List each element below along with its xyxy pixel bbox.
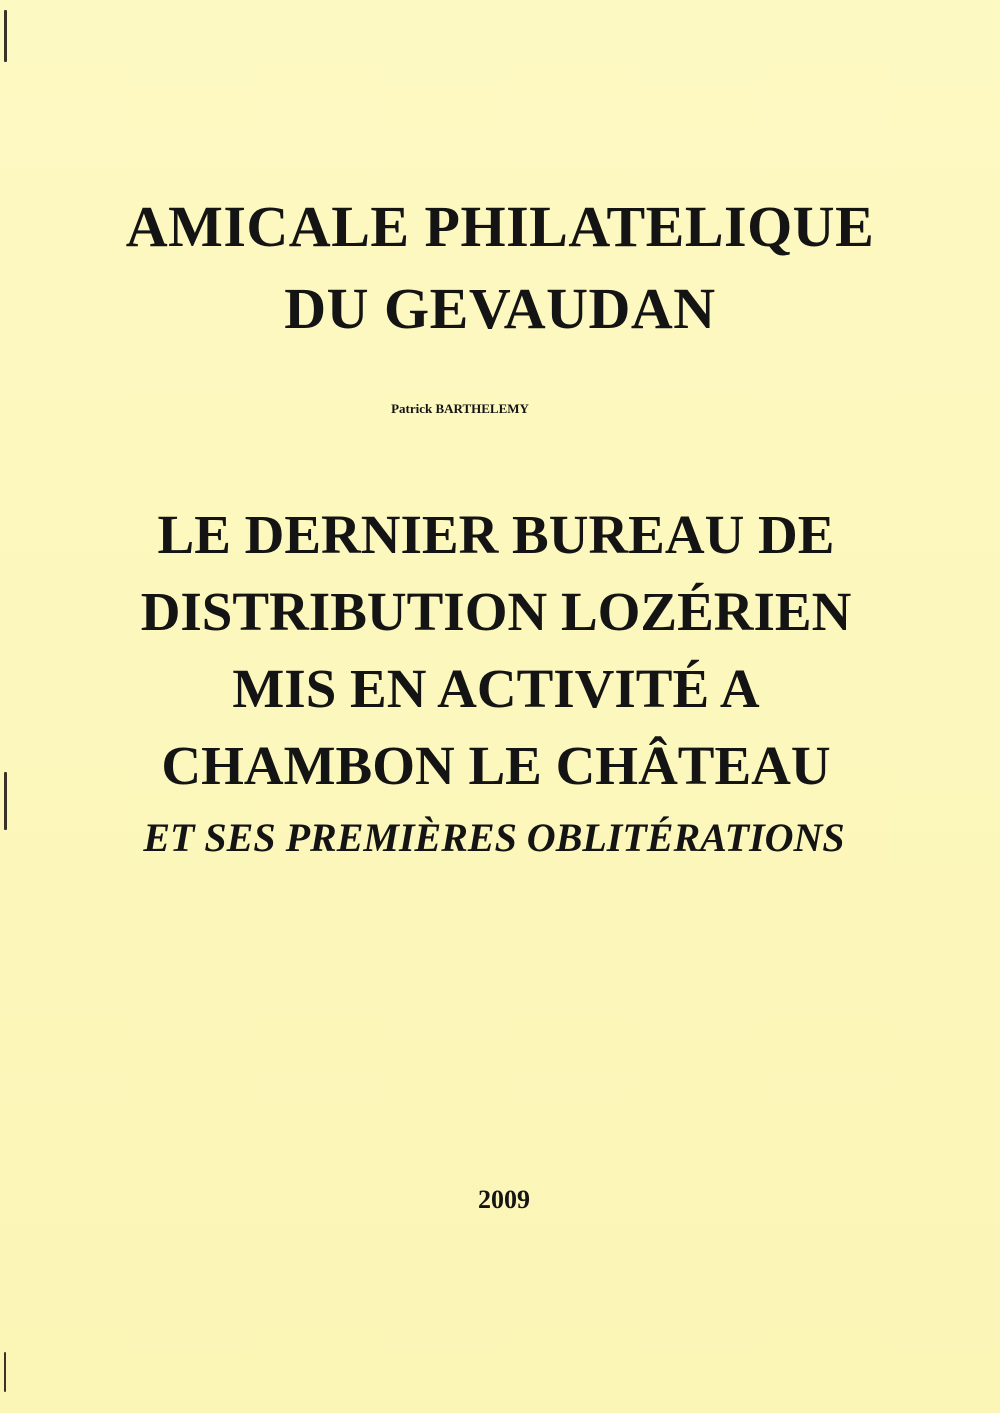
organization-title bbox=[0, 186, 1000, 350]
document-subtitle: ET SES PREMIÈRES OBLITÉRATIONS bbox=[143, 815, 845, 860]
binding-mark bbox=[4, 10, 7, 62]
binding-mark bbox=[4, 1352, 6, 1392]
document-title-line: MIS EN ACTIVITÉ A bbox=[232, 658, 760, 719]
document-title-line: DISTRIBUTION LOZÉRIEN bbox=[140, 581, 852, 642]
document-title-line: CHAMBON LE CHÂTEAU bbox=[161, 735, 831, 796]
organization-title-line: DU GEVAUDAN bbox=[284, 276, 716, 341]
document-title-line: LE DERNIER BUREAU DE bbox=[157, 504, 835, 565]
organization-title-line: AMICALE PHILATELIQUE bbox=[125, 194, 875, 259]
author-name: Patrick BARTHELEMY bbox=[391, 401, 529, 416]
publication-year: 2009 bbox=[478, 1185, 530, 1214]
document-title bbox=[0, 496, 996, 804]
